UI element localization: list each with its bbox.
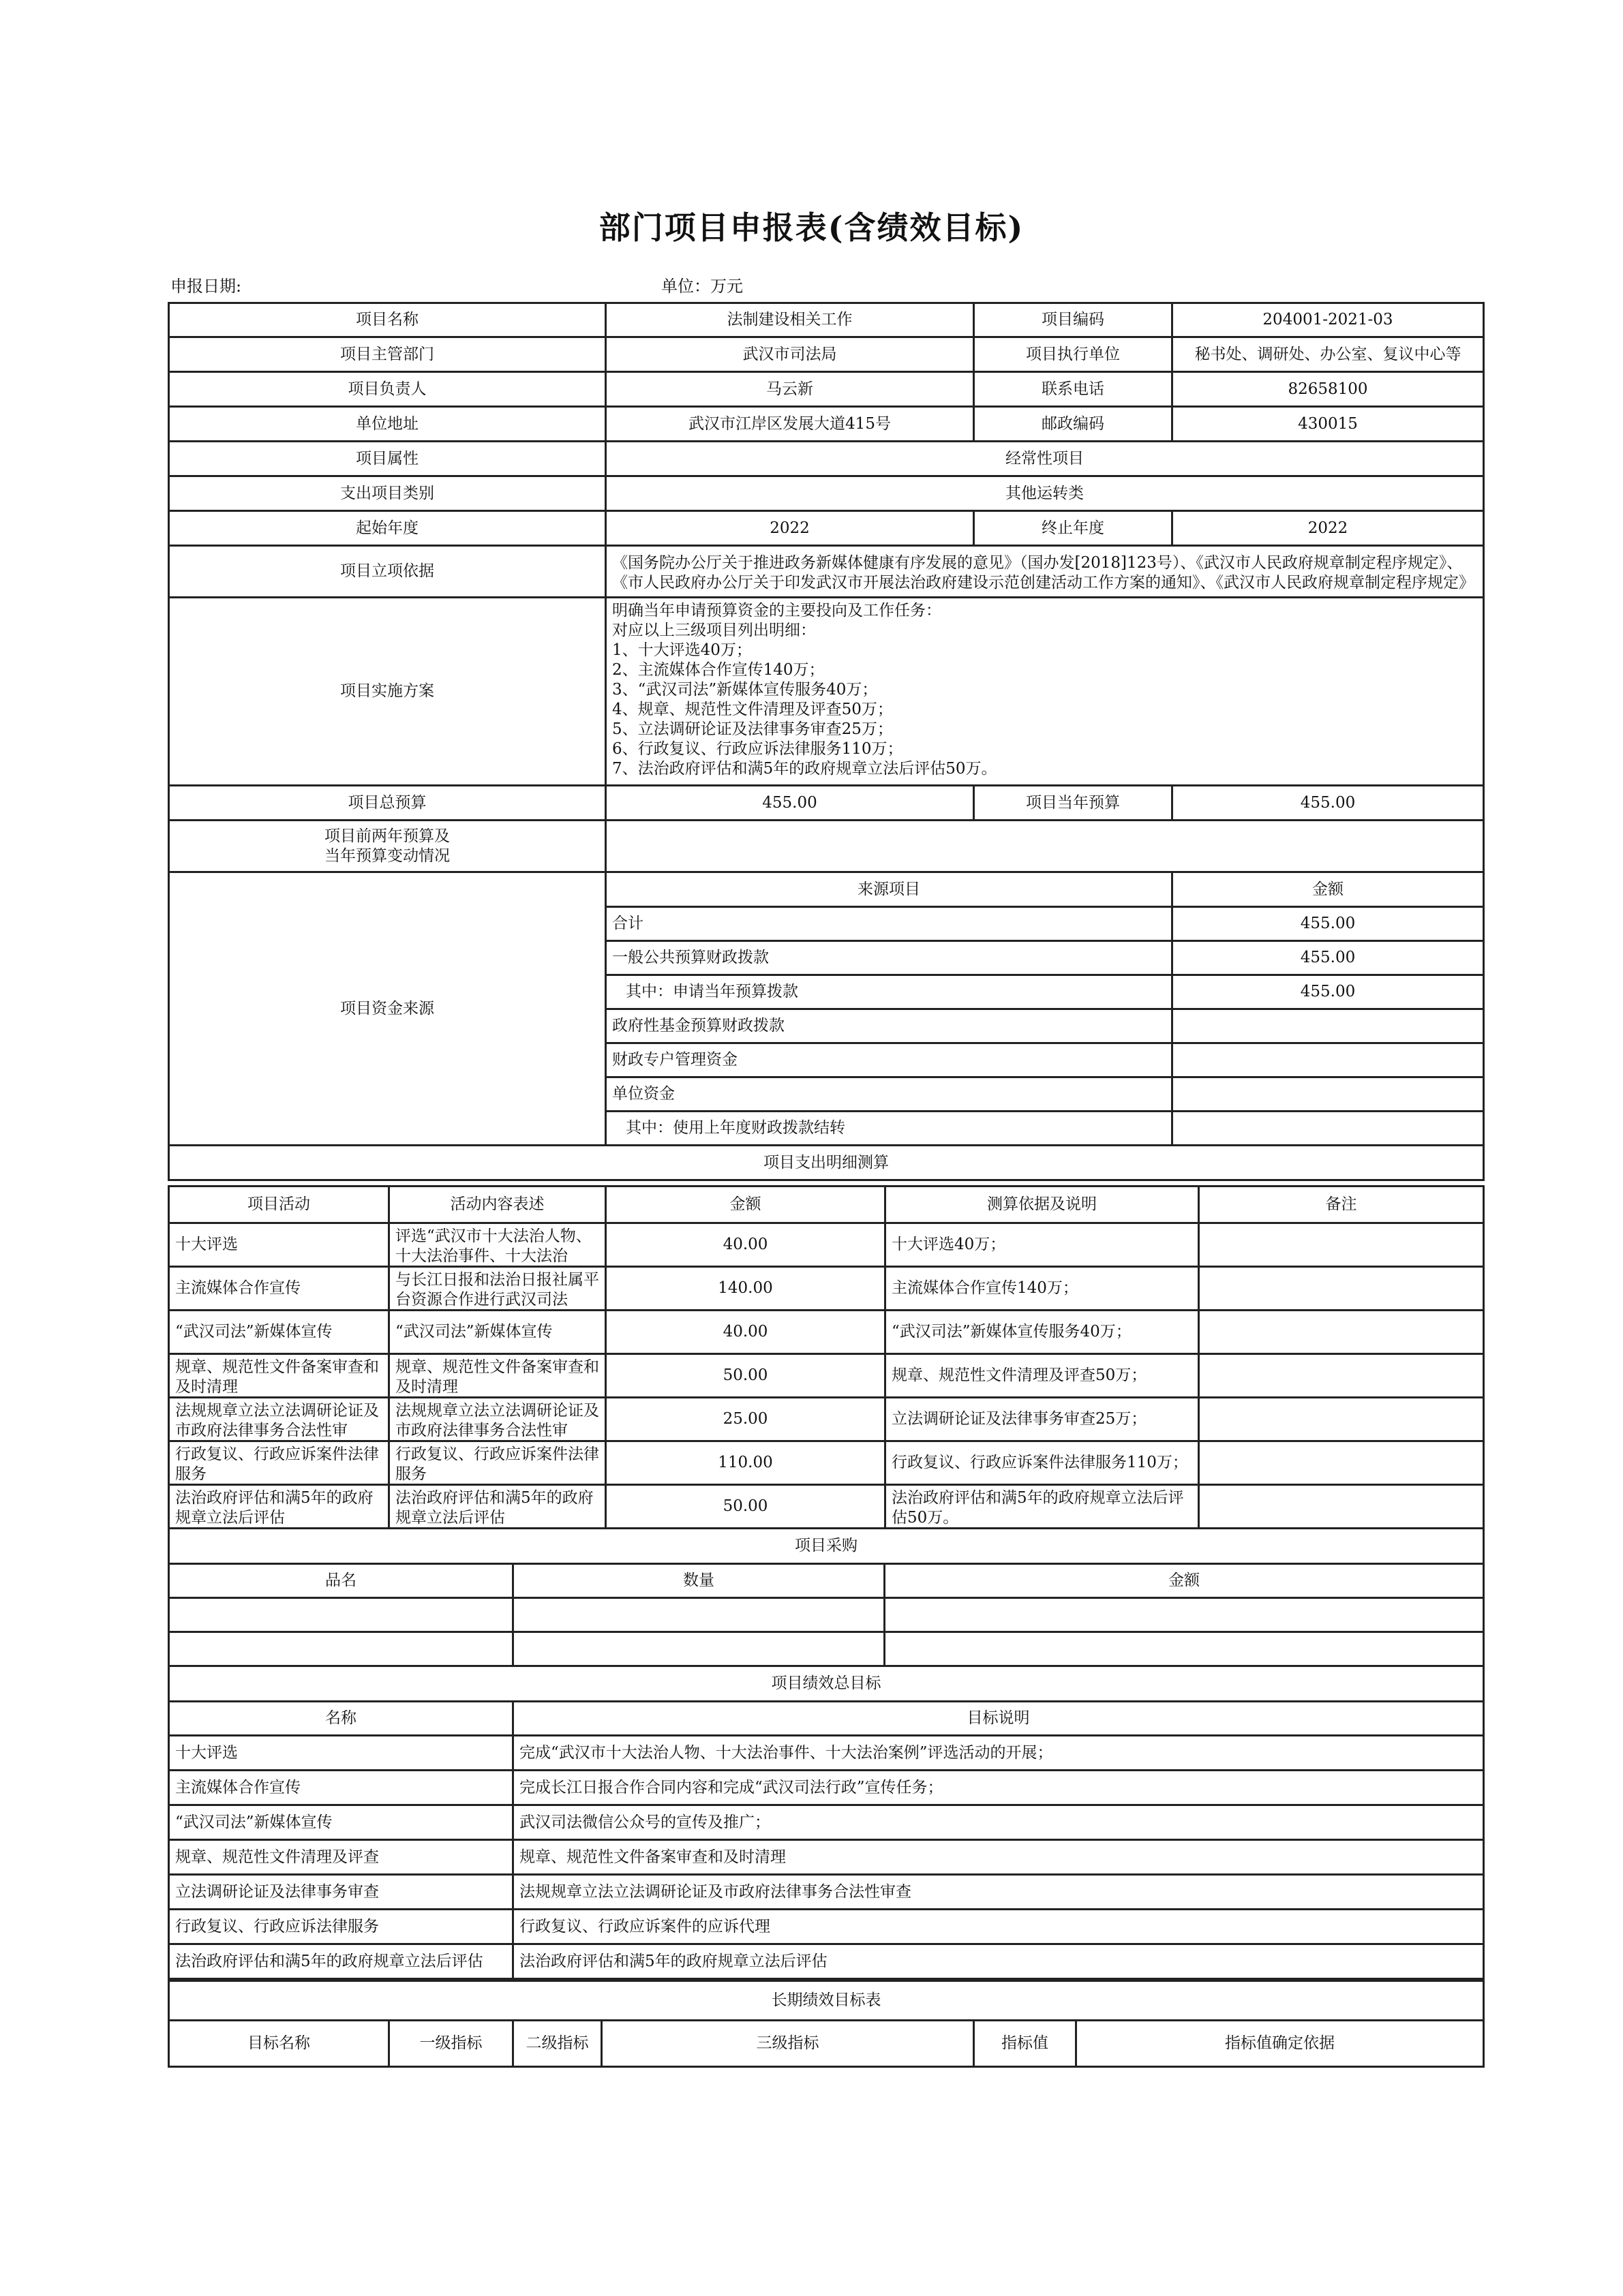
table-cell: 40.00: [606, 1223, 885, 1267]
table-cell: 其中：申请当年预算拨款: [606, 975, 1172, 1009]
expense-section-row: [169, 1146, 1484, 1180]
cell-text: “武汉司法”新媒体宣传: [395, 1323, 553, 1341]
plan-line: 对应以上三级项目列出明细：: [612, 622, 816, 639]
table-cell: 25.00: [606, 1398, 885, 1441]
table-cell: 455.00: [1172, 941, 1484, 975]
row-project-name: [169, 303, 1484, 337]
row-leader: [169, 372, 1484, 407]
table-cell: 行政复议、行政应诉案件的应诉代理: [513, 1910, 1484, 1944]
table-cell: 武汉司法微信公众号的宣传及推广；: [513, 1805, 1484, 1840]
purchase-empty-row: [169, 1632, 1484, 1666]
budget-change-label: [169, 821, 606, 872]
table-cell: [389, 1441, 606, 1485]
table-cell: 法治政府评估和满5年的政府规章立法后评估: [513, 1944, 1484, 1979]
table-cell: [1172, 1112, 1484, 1146]
longterm-section-title: 长期绩效目标表: [169, 1981, 1484, 2021]
table-cell: [1199, 1398, 1484, 1441]
row-years: [169, 511, 1484, 546]
purchase-section-row: [169, 1529, 1484, 1564]
start-year-value: 2022: [606, 511, 974, 546]
plan-line: 6、行政复议、行政应诉法律服务110万；: [612, 740, 903, 758]
project-name-label: 项目名称: [169, 303, 606, 337]
cell-text: 法治政府评估和满5年的政府规章立法后评估: [395, 1488, 594, 1525]
budget-change-value: [606, 821, 1484, 872]
expense-header-row: [169, 1187, 1484, 1223]
zip-value: 430015: [1172, 407, 1484, 442]
attr-value: 经常性项目: [606, 442, 1484, 476]
table-cell: [169, 1398, 389, 1441]
table-cell: “武汉司法”新媒体宣传: [169, 1805, 513, 1840]
table-cell: [1199, 1223, 1484, 1267]
table-cell: 规章、规范性文件清理及评查: [169, 1840, 513, 1875]
goals-row: [169, 1944, 1484, 1979]
cell-text: “武汉司法”新媒体宣传服务40万；: [892, 1323, 1132, 1341]
cell-text: “武汉司法”新媒体宣传: [175, 1323, 333, 1341]
cell-text: 《国务院办公厅关于推进政务新媒体健康有序发展的意见》（国办发[2018]123号）、《武汉市人民政府规章制定程序规定》、《市人民政府办公厅关于印发武汉市开展法治政府建设示范创建活动工作方案的通知》、《武汉市人民政府规章制定程序规定》: [612, 553, 1474, 590]
plan-line: 明确当年申请预算资金的主要投向及工作任务：: [612, 602, 941, 619]
cell-text: 法治政府评估和满5年的政府规章立法后评估50万。: [892, 1488, 1184, 1525]
table-cell: [1199, 1311, 1484, 1354]
plan-line: 3、“武汉司法”新媒体宣传服务40万；: [612, 681, 878, 699]
goals-row: [169, 1736, 1484, 1771]
cell-text: 当年预算变动情况: [324, 846, 450, 865]
table-cell: 立法调研论证及法律事务审查: [169, 1875, 513, 1910]
table-cell: [1172, 1009, 1484, 1043]
cell-text: 行政复议、行政应诉案件法律服务110万；: [892, 1454, 1188, 1471]
year-budget-value: 455.00: [1172, 786, 1484, 821]
application-form-table: [168, 302, 1485, 1181]
cell-text: 行政复议、行政应诉案件法律服务: [175, 1445, 379, 1482]
expense-row: [169, 1311, 1484, 1354]
table-cell: 合计: [606, 907, 1172, 941]
expense-section-title: 项目支出明细测算: [169, 1146, 1484, 1180]
cell-text: 项目执行单位: [1026, 345, 1120, 363]
row-address: [169, 407, 1484, 442]
expense-row: [169, 1267, 1484, 1311]
table-cell: [169, 1485, 389, 1529]
funding-col-source: 来源项目: [606, 872, 1172, 907]
row-dept: [169, 337, 1484, 372]
goals-header-row: [169, 1702, 1484, 1736]
expense-row: [169, 1485, 1484, 1529]
type-label: 支出项目类别: [169, 476, 606, 511]
table-cell: [1199, 1441, 1484, 1485]
plan-line: 5、立法调研论证及法律事务审查25万；: [612, 720, 893, 738]
table-cell: 一级指标: [389, 2021, 513, 2067]
plan-label: 项目实施方案: [169, 598, 606, 786]
cell-text: 法规规章立法立法调研论证及市政府法律事务合法性审: [395, 1401, 599, 1438]
table-cell: 政府性基金预算财政拨款: [606, 1009, 1172, 1043]
table-cell: [1199, 1354, 1484, 1398]
expense-row: [169, 1354, 1484, 1398]
table-cell: 数量: [513, 1564, 885, 1598]
cell-text: 规章、规范性文件备案审查和及时清理: [395, 1358, 599, 1394]
row-basis: [169, 546, 1484, 598]
cell-text: 主流媒体合作宣传: [175, 1279, 301, 1297]
cell-text: 十大评选40万；: [892, 1236, 1006, 1253]
cell-text: 立法调研论证及法律事务审查25万；: [892, 1410, 1147, 1428]
table-cell: 法治政府评估和满5年的政府规章立法后评估: [169, 1944, 513, 1979]
total-budget-label: 项目总预算: [169, 786, 606, 821]
table-cell: [389, 1267, 606, 1311]
goals-section-row: [169, 1666, 1484, 1702]
cell-text: 法规规章立法立法调研论证及市政府法律事务合法性审: [175, 1401, 379, 1438]
table-cell: [169, 1598, 513, 1632]
table-cell: [389, 1398, 606, 1441]
goals-row: [169, 1875, 1484, 1910]
phone-value: 82658100: [1172, 372, 1484, 407]
apply-date-label: 申报日期:: [170, 277, 242, 296]
table-cell: 指标值: [974, 2021, 1076, 2067]
table-cell: 其中：使用上年度财政拨款结转: [606, 1112, 1172, 1146]
table-cell: 名称: [169, 1702, 513, 1736]
expense-row: [169, 1398, 1484, 1441]
table-cell: 规章、规范性文件备案审查和及时清理: [513, 1840, 1484, 1875]
table-cell: [885, 1398, 1199, 1441]
cell-text: 评选“武汉市十大法治人物、十大法治事件、十大法治: [395, 1227, 592, 1264]
table-cell: 完成长江日报合作合同内容和完成“武汉司法行政”宣传任务；: [513, 1771, 1484, 1805]
table-cell: [169, 1223, 389, 1267]
table-cell: 50.00: [606, 1354, 885, 1398]
cell-text: 与长江日报和法治日报社属平台资源合作进行武汉司法: [395, 1270, 599, 1307]
table-cell: [1172, 1077, 1484, 1112]
expense-row: [169, 1441, 1484, 1485]
phone-label: 联系电话: [974, 372, 1172, 407]
row-plan: [169, 598, 1484, 786]
end-year-label: 终止年度: [974, 511, 1172, 546]
table-cell: [1172, 1043, 1484, 1077]
dept-value: 武汉市司法局: [606, 337, 974, 372]
row-type: [169, 476, 1484, 511]
plan-line: 4、规章、规范性文件清理及评查50万；: [612, 701, 893, 718]
exec-unit-label: [974, 337, 1172, 372]
expense-table: [168, 1185, 1485, 1529]
year-budget-label: [974, 786, 1172, 821]
row-total-budget: [169, 786, 1484, 821]
purchase-section-title: 项目采购: [169, 1529, 1484, 1564]
table-cell: 455.00: [1172, 907, 1484, 941]
table-cell: 目标名称: [169, 2021, 389, 2067]
goals-table: [168, 1665, 1485, 1980]
table-cell: 财政专户管理资金: [606, 1043, 1172, 1077]
table-cell: [885, 1441, 1199, 1485]
table-cell: [169, 1354, 389, 1398]
plan-line: 1、十大评选40万；: [612, 641, 752, 659]
longterm-section-row: [169, 1981, 1484, 2021]
zip-label: 邮政编码: [974, 407, 1172, 442]
table-cell: 活动内容表述: [389, 1187, 606, 1223]
leader-value: 马云新: [606, 372, 974, 407]
address-value: 武汉市江岸区发展大道415号: [606, 407, 974, 442]
address-label: 单位地址: [169, 407, 606, 442]
purchase-empty-row: [169, 1598, 1484, 1632]
table-cell: [169, 1267, 389, 1311]
table-cell: [389, 1354, 606, 1398]
table-cell: 测算依据及说明: [885, 1187, 1199, 1223]
basis-label: 项目立项依据: [169, 546, 606, 598]
plan-line: 2、主流媒体合作宣传140万；: [612, 661, 825, 679]
plan-value: [606, 598, 1484, 786]
type-value: 其他运转类: [606, 476, 1484, 511]
total-budget-value: 455.00: [606, 786, 974, 821]
goals-row: [169, 1805, 1484, 1840]
funding-label: 项目资金来源: [169, 872, 606, 1146]
table-cell: [169, 1632, 513, 1666]
expense-row: [169, 1223, 1484, 1267]
longterm-table: [168, 1980, 1485, 2068]
table-cell: [1199, 1485, 1484, 1529]
unit-label: 单位：万元: [661, 277, 743, 296]
table-cell: 40.00: [606, 1311, 885, 1354]
cell-text: 法治政府评估和满5年的政府规章立法后评估: [175, 1488, 374, 1525]
table-cell: [1199, 1267, 1484, 1311]
dept-label: 项目主管部门: [169, 337, 606, 372]
table-cell: [885, 1632, 1484, 1666]
goals-row: [169, 1771, 1484, 1805]
table-cell: 目标说明: [513, 1702, 1484, 1736]
funding-col-amount: 金额: [1172, 872, 1484, 907]
purchase-table: [168, 1527, 1485, 1667]
goals-section-title: 项目绩效总目标: [169, 1666, 1484, 1702]
cell-text: 十大评选: [175, 1236, 238, 1253]
basis-value: [606, 546, 1484, 598]
table-cell: [885, 1485, 1199, 1529]
table-cell: 指标值确定依据: [1076, 2021, 1484, 2067]
table-cell: [169, 1311, 389, 1354]
table-cell: [513, 1598, 885, 1632]
table-cell: 项目活动: [169, 1187, 389, 1223]
document-title: 部门项目申报表(含绩效目标): [598, 209, 1025, 246]
row-attr: [169, 442, 1484, 476]
cell-text: 项目当年预算: [1026, 793, 1120, 812]
end-year-value: 2022: [1172, 511, 1484, 546]
plan-line: 7、法治政府评估和满5年的政府规章立法后评估50万。: [612, 760, 997, 778]
table-cell: 完成“武汉市十大法治人物、十大法治事件、十大法治案例”评选活动的开展；: [513, 1736, 1484, 1771]
row-funding-header: [169, 872, 1484, 907]
table-cell: 主流媒体合作宣传: [169, 1771, 513, 1805]
table-cell: 金额: [885, 1564, 1484, 1598]
table-cell: 金额: [606, 1187, 885, 1223]
table-cell: 备注: [1199, 1187, 1484, 1223]
table-cell: [885, 1354, 1199, 1398]
cell-text: 行政复议、行政应诉案件法律服务: [395, 1445, 599, 1482]
table-cell: [389, 1311, 606, 1354]
table-cell: [389, 1223, 606, 1267]
table-cell: [513, 1632, 885, 1666]
table-cell: 行政复议、行政应诉法律服务: [169, 1910, 513, 1944]
table-cell: 法规规章立法立法调研论证及市政府法律事务合法性审查: [513, 1875, 1484, 1910]
purchase-header-row: [169, 1564, 1484, 1598]
table-cell: 单位资金: [606, 1077, 1172, 1112]
longterm-header-row: [169, 2021, 1484, 2067]
table-cell: 二级指标: [513, 2021, 602, 2067]
table-cell: [885, 1598, 1484, 1632]
cell-text: 规章、规范性文件备案审查和及时清理: [175, 1358, 379, 1394]
table-cell: 455.00: [1172, 975, 1484, 1009]
attr-label: 项目属性: [169, 442, 606, 476]
table-cell: 110.00: [606, 1441, 885, 1485]
leader-label: 项目负责人: [169, 372, 606, 407]
table-cell: [169, 1441, 389, 1485]
cell-text: 规章、规范性文件清理及评查50万；: [892, 1366, 1147, 1384]
row-budget-change: [169, 821, 1484, 872]
project-name-value: 法制建设相关工作: [606, 303, 974, 337]
table-cell: 三级指标: [602, 2021, 974, 2067]
table-cell: 50.00: [606, 1485, 885, 1529]
project-code-value: 204001-2021-03: [1172, 303, 1484, 337]
table-cell: [885, 1311, 1199, 1354]
goals-row: [169, 1840, 1484, 1875]
table-cell: [885, 1267, 1199, 1311]
table-cell: [389, 1485, 606, 1529]
table-cell: 十大评选: [169, 1736, 513, 1771]
project-code-label: 项目编码: [974, 303, 1172, 337]
table-cell: 品名: [169, 1564, 513, 1598]
table-cell: 一般公共预算财政拨款: [606, 941, 1172, 975]
cell-text: 项目前两年预算及: [324, 827, 450, 845]
goals-row: [169, 1910, 1484, 1944]
cell-text: 主流媒体合作宣传140万；: [892, 1279, 1078, 1297]
start-year-label: 起始年度: [169, 511, 606, 546]
exec-unit-value: 秘书处、调研处、办公室、复议中心等: [1172, 337, 1484, 372]
table-cell: [885, 1223, 1199, 1267]
table-cell: 140.00: [606, 1267, 885, 1311]
